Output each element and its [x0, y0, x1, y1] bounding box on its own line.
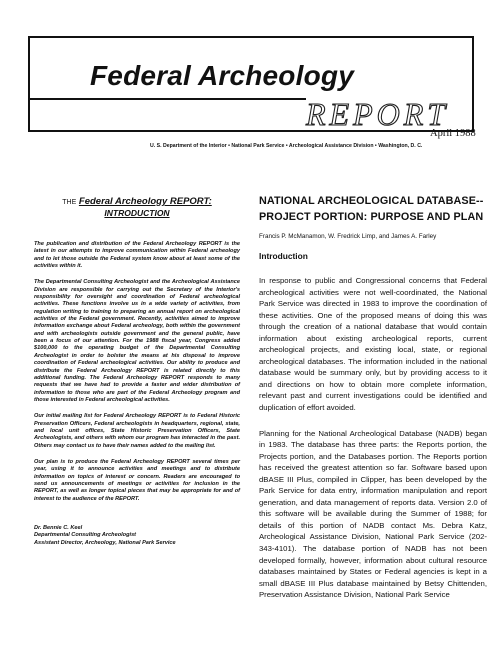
- masthead-subtitle: U. S. Department of the Interior • National Park Service • Archeological Assistance Division • Washington, D. C.: [150, 143, 423, 149]
- intro-paragraph-4: Our plan is to produce the Federal Archeology REPORT several times per year, using it to announce activities and meetings and to distribute information on topics of interest or concern. Readers are encouraged to send us announcements of meetings or activities for inclusion in the REPORT, as well as longer topical pieces that may be appropriate for and of interest to the audience of the REPORT.: [34, 458, 240, 502]
- heading-title: Federal Archeology REPORT:: [78, 196, 212, 207]
- introduction-heading: [34, 196, 240, 219]
- masthead-rule: [28, 98, 328, 100]
- section-heading: Introduction: [259, 251, 308, 261]
- masthead-title: Federal Archeology: [90, 60, 354, 91]
- signature-name: Dr. Bennie C. Keel: [34, 525, 83, 531]
- signature-title-2: Assistant Director, Archeology, National Park Service: [34, 539, 176, 546]
- signature-block: [34, 525, 240, 547]
- intro-paragraph-2: The Departmental Consulting Archeologist and the Archeological Assistance Division are responsible for carrying out the Secretary of the Interior's responsibility for oversight and coordination of Federal archeological activities. These functions involve us in a wide variety of activities, from regulation writing to training to preparing an annual report on archeological activities of the Federal government. Recently, activities aimed to improve information exchange about Federal archeology, both within the government and with archeologists outside government and the general public, have been a focus of our attention. For the 1988 fiscal year, Congress added $100,000 to the operating budget of the Departmental Consulting Archeologist in order to bolster the means at his disposal to improve coordination of Federal archeological activities. Our ability to produce and distribute the Federal Archeology REPORT is related directly to this additional funding. The Federal Archeology REPORT responds to many requests that we have had to provide a faster and wider distribution of information to those who are part of the Federal Archeology program and those interested in Federal archeological activities.: [34, 279, 240, 403]
- masthead-report-logo: REPORT: [306, 96, 450, 132]
- article-authors: Francis P. McManamon, W. Fredrick Limp, and James A. Farley: [259, 233, 437, 240]
- article-column: [259, 194, 487, 615]
- heading-prefix: THE: [62, 199, 77, 206]
- signature-title-1: Departmental Consulting Archeologist: [34, 532, 137, 539]
- article-paragraph-1: In response to public and Congressional concerns that Federal archeological activities were not well-coordinated, the National Park Service was directed in 1983 to improve the coordination of these activities. One of the proposed means of doing this was through the creation of a national database that would contain information about existing archeological reports, current archeological projects, and existing local, state, or regional archeological databases. The information included in the national database would be summary only, but by providing access to it and directions on how to obtain more complete information, relevant past and current investigations could be identified and duplication of effort avoided.: [259, 276, 487, 413]
- heading-subtitle: INTRODUCTION: [104, 208, 170, 218]
- intro-paragraph-3: Our initial mailing list for Federal Archeology REPORT is to Federal Historic Preservation Officers, Federal archeologists in headquarters, regional, state, and local unit offices, State Historic Preservation Officers, State Archeologists, and others with whom our program has interacted in the past. Others may contact us to have their names added to the mailing list.: [34, 413, 240, 449]
- article-title: NATIONAL ARCHEOLOGICAL DATABASE--PROJECT PORTION: PURPOSE AND PLAN: [259, 195, 484, 223]
- intro-paragraph-1: The publication and distribution of the Federal Archeology REPORT is the latest in our attempts to improve communication within Federal archeology and to let those outside the Federal system know about at least some of the activities within it.: [34, 241, 240, 270]
- introduction-column: [34, 196, 240, 547]
- issue-date: April 1988: [430, 128, 476, 139]
- article-paragraph-2: Planning for the National Archeological Database (NADB) began in 1983. The database has three parts: the Reports portion, the Projects portion, and the Databases portion. The Reports portion has received the greatest attention so far. Software based upon dBASE III Plus, compiled in Clipper, has been developed by the Park Service for data entry, information manipulation and report generation, and data management of reports data. Version 2.0 of this software will be available during the Summer of 1988; for details of this portion of NADB contact Ms. Debra Katz, Archeological Assistance Division, National Park Service (202-343-4101). The database portion of NADB has not been developed formally, however, information about cultural resource databases maintained by States or Federal agencies is kept in a small dBASE III Plus database maintained by Betsy Chittenden, Preservation Assistance Division, National Park Service: [259, 428, 487, 600]
